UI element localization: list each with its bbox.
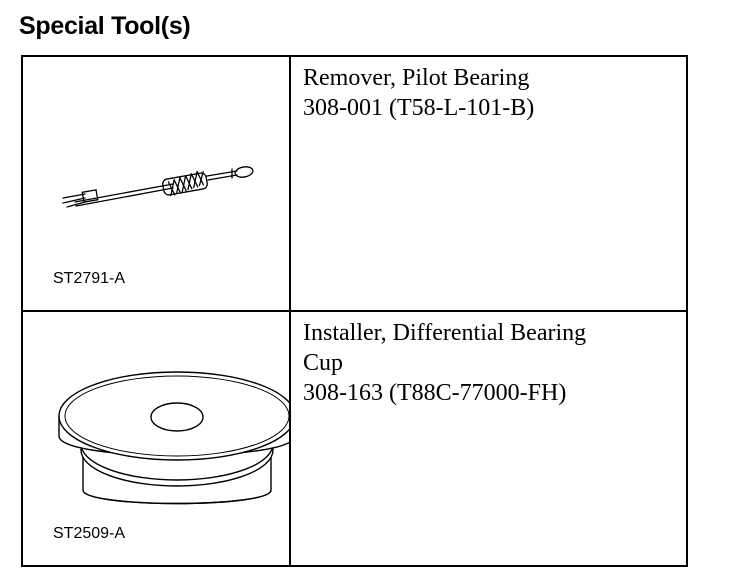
tool-description-cell [291,57,686,310]
tool-description-cell [291,312,686,565]
tool-number: 308-001 (T58-L-101-B) [303,95,535,121]
tool-name-line-2: Cup [303,350,344,376]
tool-row [23,312,686,565]
image-code: ST2509-A [53,525,126,542]
tool-name-line-1: Installer, Differential Bearing [303,320,587,346]
tool-description [303,63,678,123]
tool-number: 308-163 (T88C-77000-FH) [303,380,567,406]
tool-image-cell [23,312,291,565]
tool-row [23,57,686,312]
tool-image-cell [23,57,291,310]
page-title: Special Tool(s) [19,12,191,40]
special-tools-table [21,55,688,567]
tool-name: Remover, Pilot Bearing [303,65,530,91]
tool-description [303,318,678,408]
image-code: ST2791-A [53,270,126,287]
